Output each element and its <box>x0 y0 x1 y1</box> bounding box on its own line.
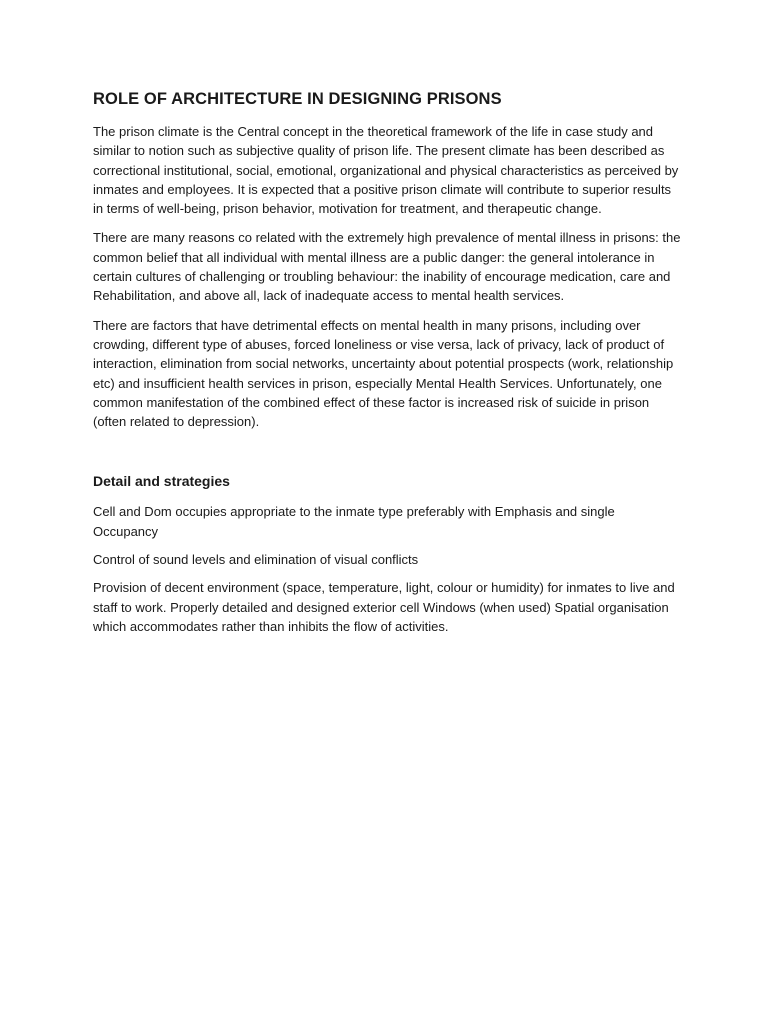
strategy-sound-control: Control of sound levels and elimination of visual conflicts <box>93 552 419 568</box>
strategy-decent-environment: Provision of decent environment (space, temperature, light, colour or humidity) for inmates to live and staff to work. Properly detailed and designed exterior cell Windows (when used) Spatial organisation which accommodates rather than inhibits the flow of activities. <box>93 580 675 634</box>
paragraph-prison-climate: The prison climate is the Central concept in the theoretical framework of the life in case study and similar to notion such as subjective quality of prison life. The present climate has been described as correctional institutional, social, emotional, organizational and physical characteristics as perceived by inmates and employees. It is expected that a positive prison climate will contribute to superior results in terms of well-being, prison behavior, motivation for treatment, and therapeutic change. <box>93 124 679 217</box>
document-page <box>93 88 683 645</box>
section-heading-detail-strategies: Detail and strategies <box>93 473 230 490</box>
strategy-cell-occupancy: Cell and Dom occupies appropriate to the inmate type preferably with Emphasis and single Occupancy <box>93 504 615 539</box>
paragraph-mental-illness-reasons: There are many reasons co related with the extremely high prevalence of mental illness in prisons: the common belief that all individual with mental illness are a public danger: the general intolerance in certain cultures of challenging or troubling behaviour: the inability of encourage medication, care and Rehabilitation, and above all, lack of inadequate access to mental health services. <box>93 230 681 304</box>
document-title: ROLE OF ARCHITECTURE IN DESIGNING PRISONS <box>93 90 502 108</box>
paragraph-detrimental-factors: There are factors that have detrimental effects on mental health in many prisons, including over crowding, different type of abuses, forced loneliness or vise versa, lack of privacy, lack of product of interaction, elimination from social networks, uncertainty about potential prospects (work, relationship etc) and insufficient health services in prison, especially Mental Health Services. Unfortunately, one common manifestation of the combined effect of these factor is increased risk of suicide in prison (often related to depression). <box>93 317 674 430</box>
